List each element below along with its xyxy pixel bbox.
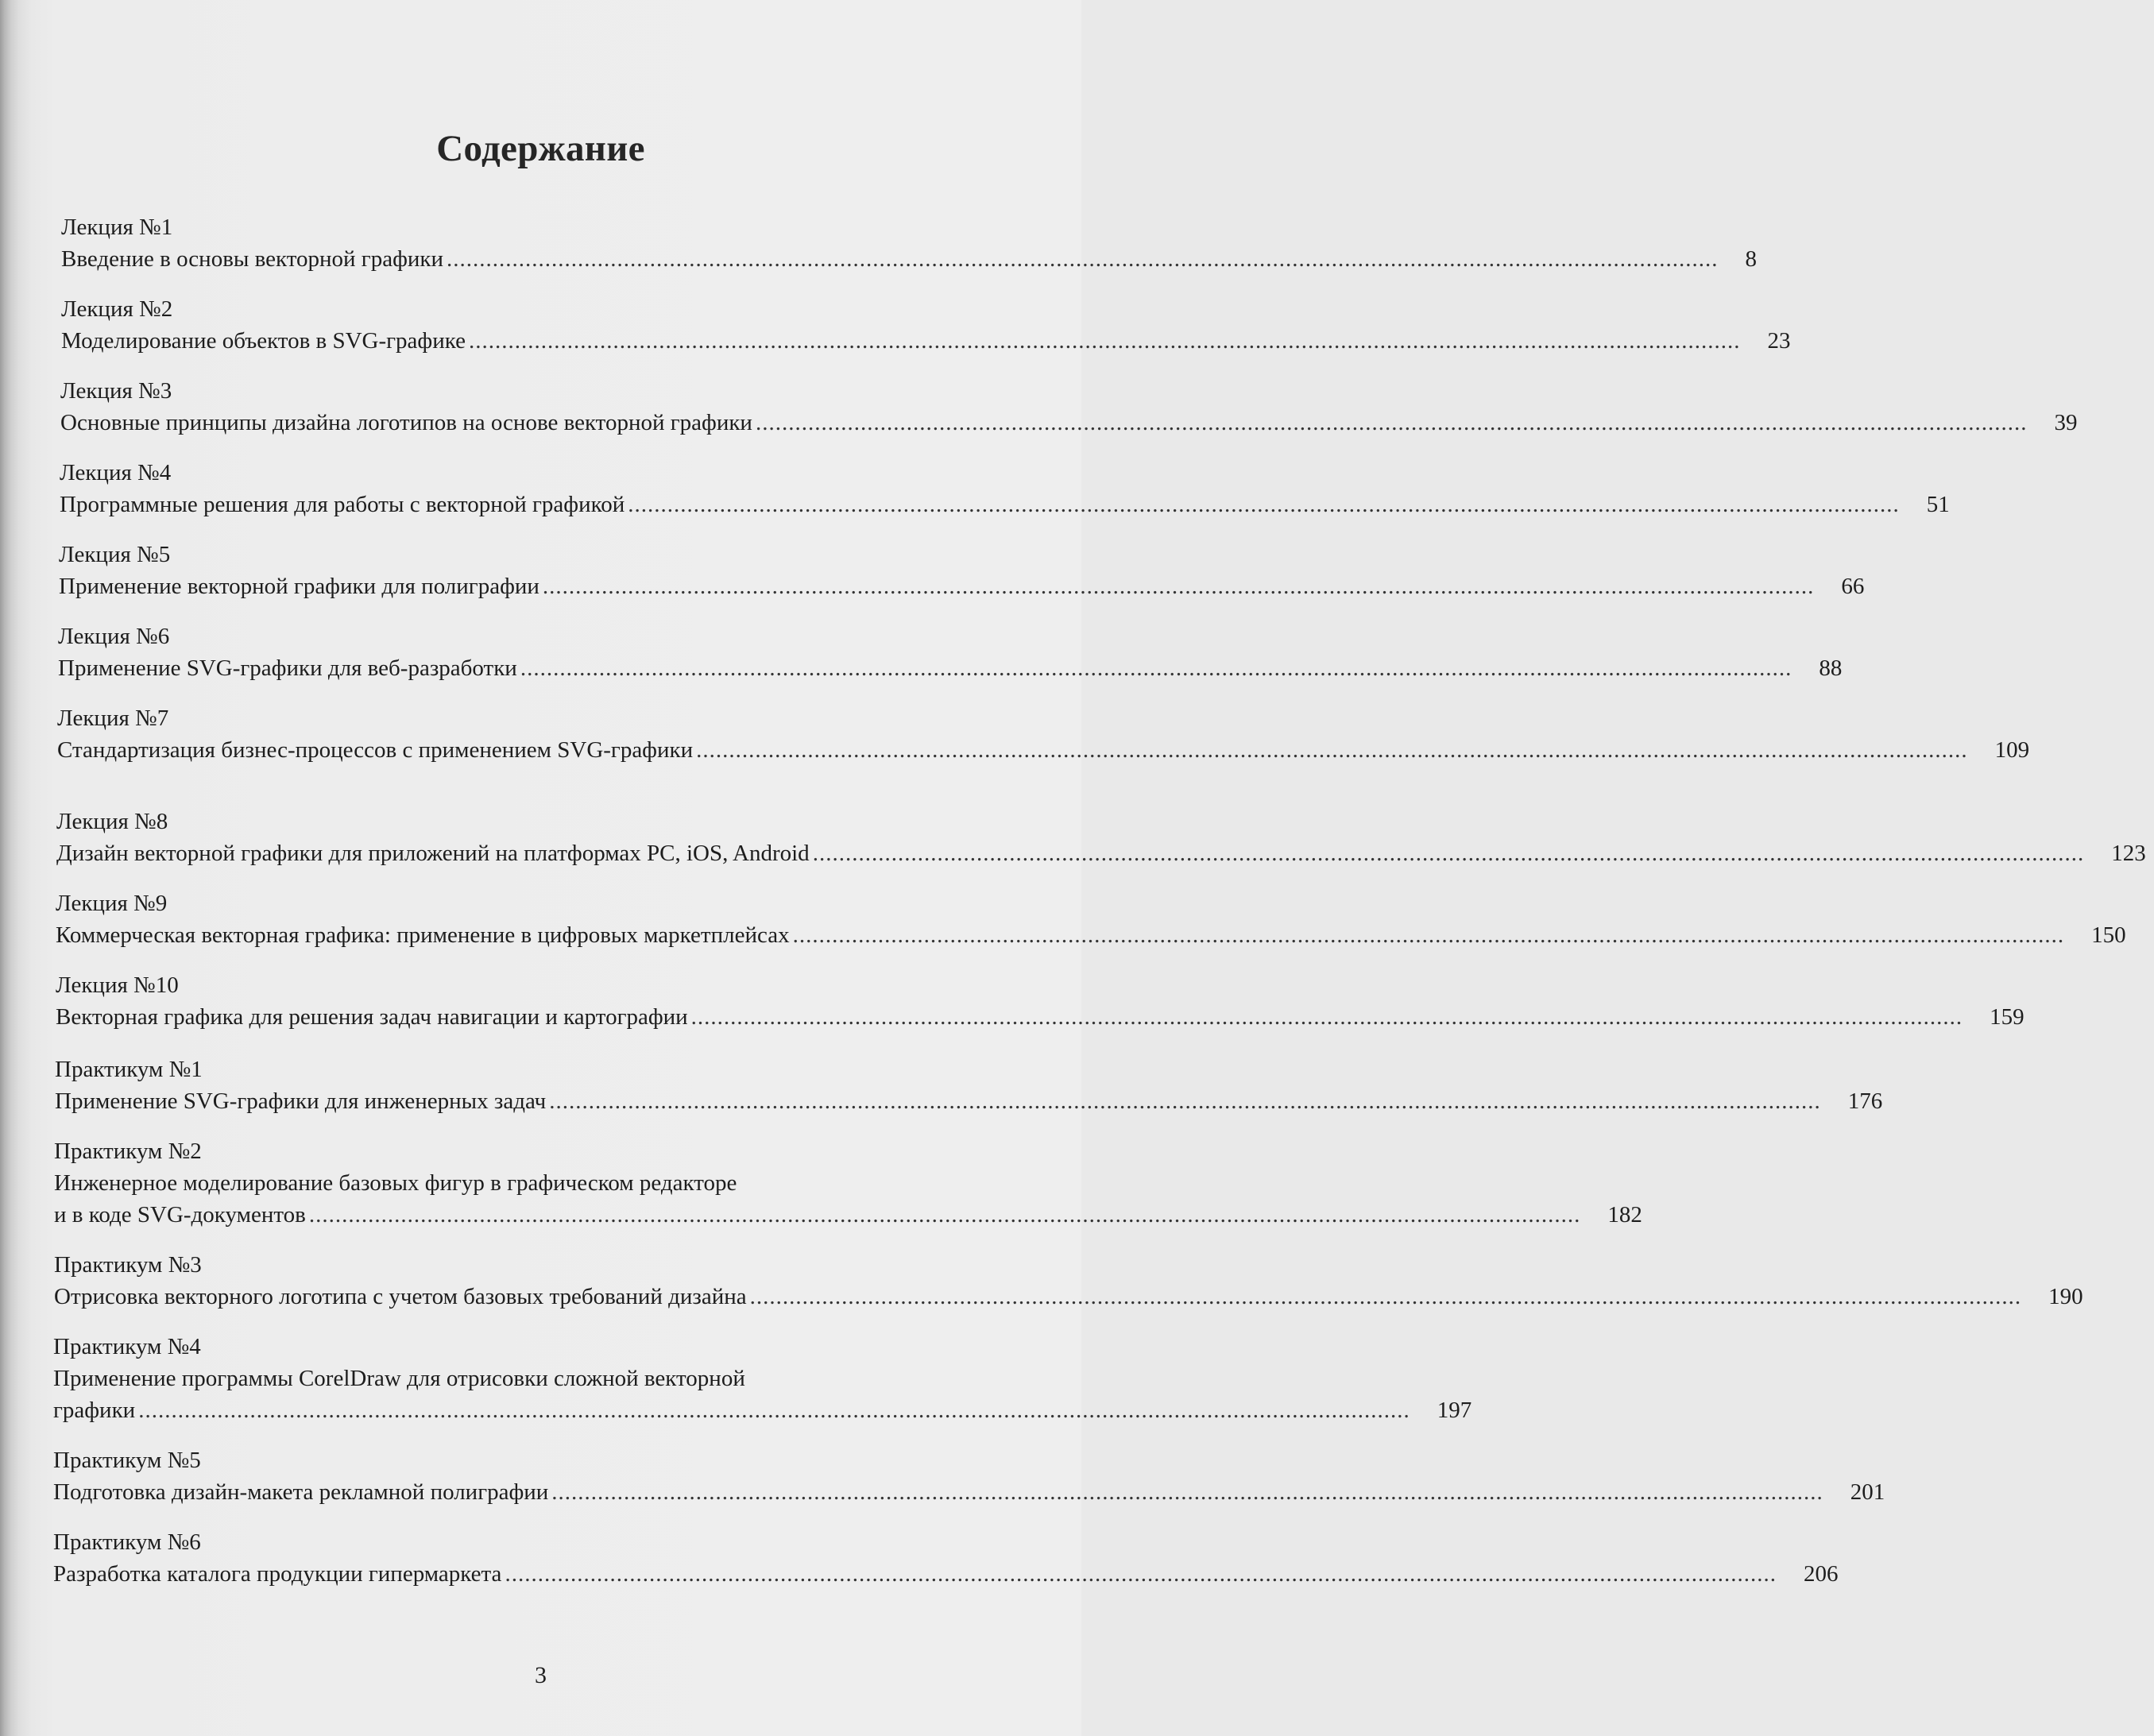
toc-entry xyxy=(56,969,2024,1033)
toc-entry-line xyxy=(56,837,2146,869)
toc-entry-line xyxy=(59,570,1865,602)
toc-entry xyxy=(53,1526,1839,1590)
toc-entry-title: Программные решения для работы с векторной графикой xyxy=(60,492,625,517)
toc-entry-heading: Лекция №3 xyxy=(60,378,172,404)
dot-leader: .................................................................................................................................................................................................. xyxy=(308,1202,1581,1228)
dot-leader: .................................................................................................................................................................................................. xyxy=(755,410,2028,435)
toc-entry xyxy=(61,293,1791,357)
toc-entry-heading: Лекция №10 xyxy=(56,972,179,998)
toc-entry-heading: Лекция №1 xyxy=(61,215,173,240)
toc-entry xyxy=(54,1249,2083,1313)
toc-entry-line xyxy=(60,407,2078,439)
dot-leader: .................................................................................................................................................................................................. xyxy=(812,841,2085,866)
toc-entry-page-number: 123 xyxy=(2111,841,2146,866)
toc-entry xyxy=(53,1331,1472,1426)
toc-entry-line xyxy=(56,1001,2024,1033)
toc-entry-line xyxy=(54,1281,2083,1313)
dot-leader: .................................................................................................................................................................................................. xyxy=(549,1088,1821,1114)
toc-entry-page-number: 206 xyxy=(1803,1561,1839,1587)
dot-leader: .................................................................................................................................................................................................. xyxy=(690,1004,1963,1030)
toc-entry-title: Введение в основы векторной графики xyxy=(61,246,443,272)
toc-entry-page-number: 150 xyxy=(2091,922,2126,948)
page-number: 3 xyxy=(535,1662,547,1688)
dot-leader: .................................................................................................................................................................................................. xyxy=(628,492,1900,517)
toc-entry-page-number: 39 xyxy=(2054,410,2078,435)
toc-entry-title: Подготовка дизайн-макета рекламной полиграфии xyxy=(53,1479,549,1505)
toc-entry-title: Векторная графика для решения задач навигации и картографии xyxy=(56,1004,688,1030)
toc-entry-title: Моделирование объектов в SVG-графике xyxy=(61,328,466,354)
toc-entry-title: Применение программы CorelDraw для отрисовки сложной векторной xyxy=(53,1366,745,1391)
toc-entry-page-number: 176 xyxy=(1847,1088,1883,1114)
dot-leader: .................................................................................................................................................................................................. xyxy=(792,922,2065,948)
toc-entry xyxy=(59,539,1865,602)
toc-entry-title: Коммерческая векторная графика: применение в цифровых маркетплейсах xyxy=(56,922,790,948)
toc-entry-line xyxy=(58,652,1843,684)
toc-entry-line xyxy=(54,1199,1642,1231)
toc-entry-heading: Практикум №5 xyxy=(53,1448,201,1473)
toc-entry-page-number: 23 xyxy=(1767,328,1791,354)
toc-entry-line xyxy=(57,734,2030,766)
toc-entry-page-number: 201 xyxy=(1850,1479,1885,1505)
toc-entry-title: Дизайн векторной графики для приложений на платформах PC, iOS, Android xyxy=(56,841,810,866)
page-title: Содержание xyxy=(436,128,645,169)
toc-entry-line xyxy=(53,1558,1839,1590)
dot-leader: .................................................................................................................................................................................................. xyxy=(696,737,1968,763)
toc-entry-line xyxy=(56,919,2126,951)
toc-entry-page-number: 197 xyxy=(1437,1398,1472,1423)
toc-entry-page-number: 88 xyxy=(1819,655,1843,681)
toc-entry-line xyxy=(61,243,1757,275)
toc-entry-heading: Лекция №6 xyxy=(58,624,170,649)
toc-entry-title-continued: и в коде SVG-документов xyxy=(54,1202,306,1228)
toc-entry-page-number: 190 xyxy=(2048,1284,2083,1309)
toc-entry-title: Стандартизация бизнес-процессов с применением SVG-графики xyxy=(57,737,694,763)
toc-entry-heading: Лекция №5 xyxy=(59,542,171,567)
toc-entry xyxy=(60,457,1950,520)
toc-entry-title-continued: графики xyxy=(53,1398,136,1423)
toc-entry-page-number: 182 xyxy=(1607,1202,1642,1228)
toc-entry-page-number: 159 xyxy=(1990,1004,2024,1030)
toc-entry xyxy=(60,375,2078,439)
toc-entry-title: Применение векторной графики для полиграфии xyxy=(59,574,539,599)
toc-entry-page-number: 109 xyxy=(1994,737,2030,763)
toc-entry-title: Отрисовка векторного логотипа с учетом базовых требований дизайна xyxy=(54,1284,747,1309)
toc-entry-heading: Лекция №8 xyxy=(56,809,168,834)
toc-entry-heading: Практикум №3 xyxy=(54,1252,202,1278)
dot-leader: .................................................................................................................................................................................................. xyxy=(749,1284,2022,1309)
toc-entry-heading: Лекция №2 xyxy=(61,296,173,322)
toc-entry xyxy=(61,211,1757,275)
toc-entry-line xyxy=(60,489,1950,520)
dot-leader: .................................................................................................................................................................................................. xyxy=(542,574,1815,599)
toc-entry xyxy=(53,1444,1885,1508)
toc-entry-page-number: 51 xyxy=(1926,492,1950,517)
toc-entry-heading: Лекция №9 xyxy=(56,891,168,916)
dot-leader: .................................................................................................................................................................................................. xyxy=(138,1398,1410,1423)
toc-entry-page-number: 66 xyxy=(1841,574,1865,599)
toc-entry xyxy=(55,1054,1883,1117)
toc-entry-heading: Практикум №2 xyxy=(54,1139,202,1164)
toc-entry-line xyxy=(61,325,1791,357)
dot-leader: .................................................................................................................................................................................................. xyxy=(520,655,1792,681)
toc-entry-heading: Лекция №4 xyxy=(60,460,172,485)
toc-entry-page-number: 8 xyxy=(1745,246,1757,272)
toc-entry xyxy=(54,1135,1642,1231)
toc-entry-heading: Практикум №1 xyxy=(55,1057,203,1082)
dot-leader: .................................................................................................................................................................................................. xyxy=(551,1479,1823,1505)
toc-entry-title: Применение SVG-графики для веб-разработки xyxy=(58,655,517,681)
toc-entry-title: Основные принципы дизайна логотипов на основе векторной графики xyxy=(60,410,752,435)
dot-leader: .................................................................................................................................................................................................. xyxy=(468,328,1741,354)
toc-entry xyxy=(56,806,2146,869)
toc-entry xyxy=(56,887,2126,951)
toc-entry-line xyxy=(53,1394,1472,1426)
toc-entry-heading: Лекция №7 xyxy=(57,706,169,731)
toc-entry-heading: Практикум №4 xyxy=(53,1334,201,1359)
toc-entry-title: Инженерное моделирование базовых фигур в графическом редакторе xyxy=(54,1170,737,1196)
toc-entry-line xyxy=(53,1476,1885,1508)
toc-entry-heading: Практикум №6 xyxy=(53,1529,201,1555)
toc-entry xyxy=(58,621,1843,684)
dot-leader: .................................................................................................................................................................................................. xyxy=(505,1561,1777,1587)
dot-leader: .................................................................................................................................................................................................. xyxy=(447,246,1719,272)
toc-entry-title: Разработка каталога продукции гипермаркета xyxy=(53,1561,502,1587)
toc-entry xyxy=(57,702,2030,766)
toc-entry-title: Применение SVG-графики для инженерных задач xyxy=(55,1088,547,1114)
toc-entry-line xyxy=(55,1085,1883,1117)
